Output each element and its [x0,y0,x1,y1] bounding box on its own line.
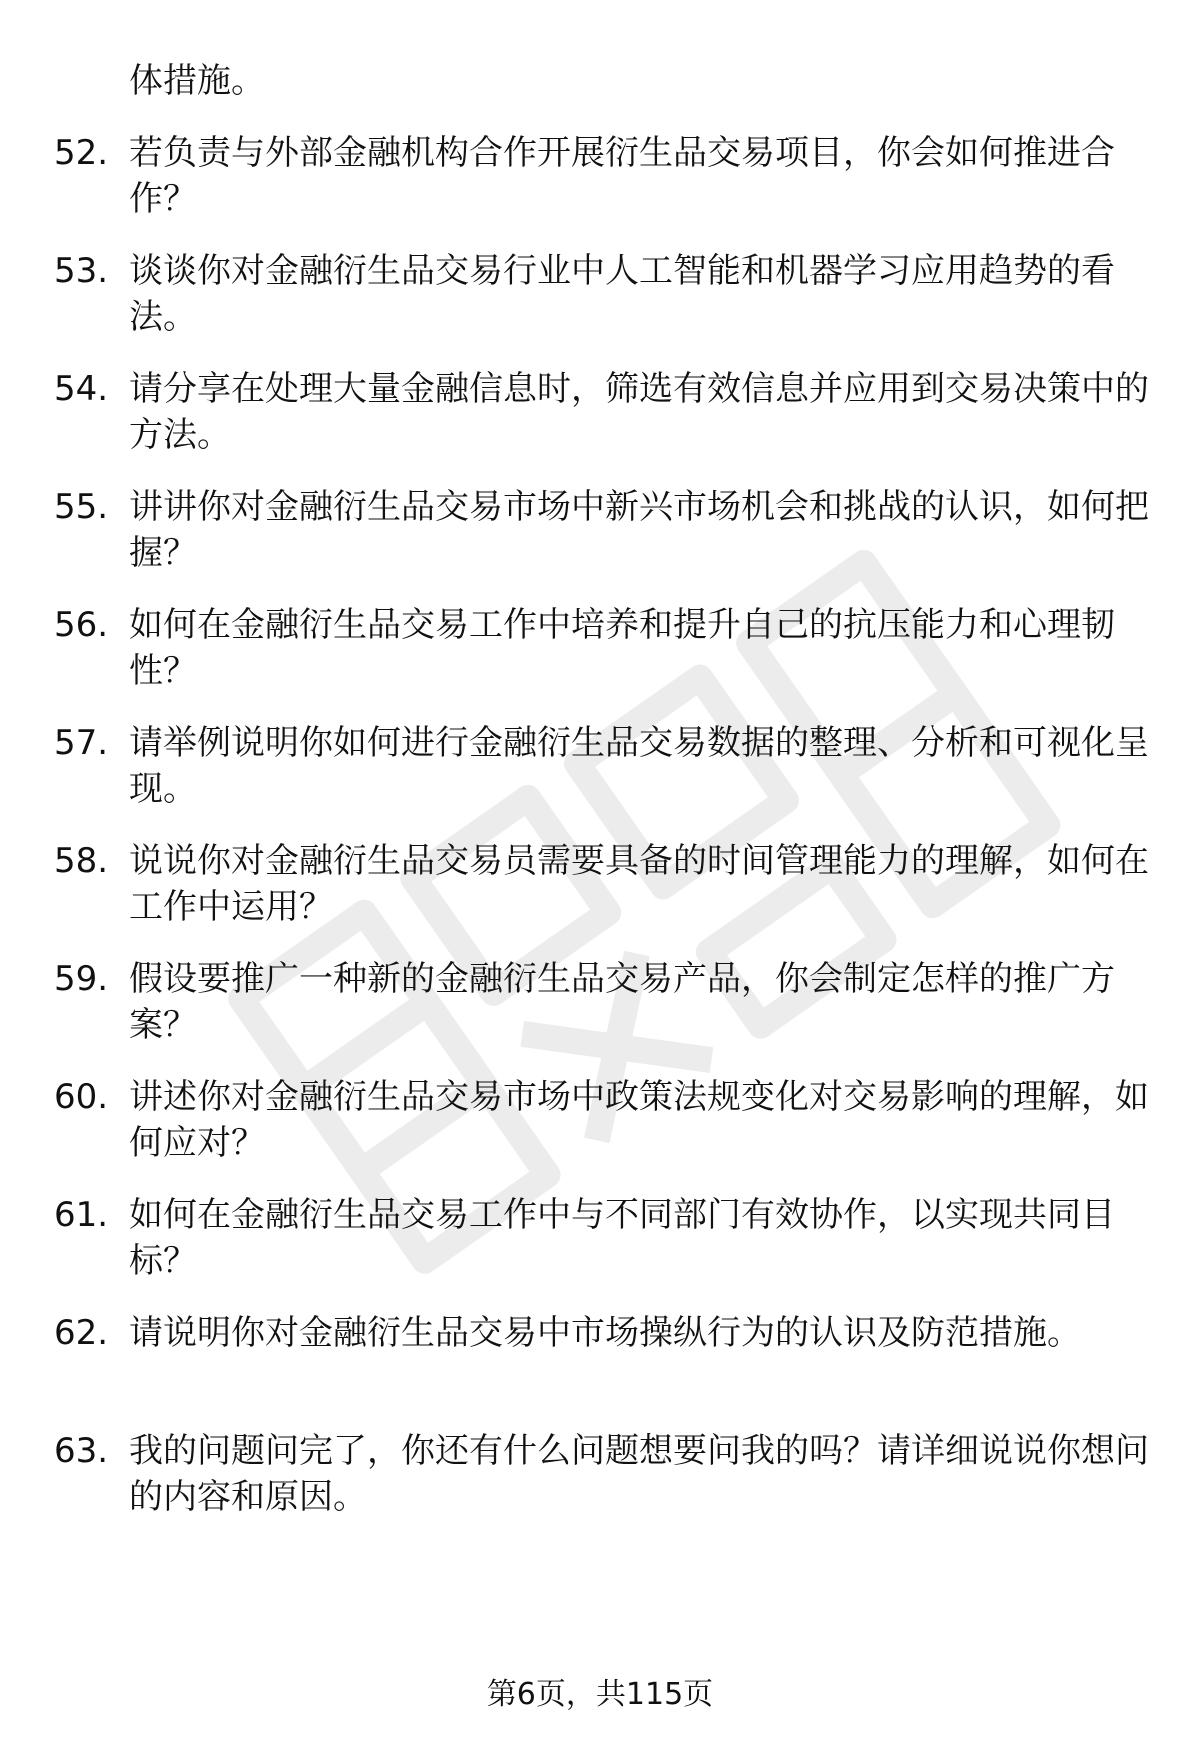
question-item [0,484,1200,584]
question-text: 说说你对金融衍生品交易员需要具备的时间管理能力的理解，如何在工作中运用？ [129,841,1149,927]
question-number: 54. [54,369,109,409]
question-number: 61. [54,1195,109,1235]
page-footer: 第6页，共115页 [486,1677,714,1712]
question-text: 我的问题问完了，你还有什么问题想要问我的吗？请详细说说你想问的内容和原因。 [129,1431,1149,1517]
question-text: 谈谈你对金融衍生品交易行业中人工智能和机器学习应用趋势的看法。 [129,251,1115,337]
question-text: 请分享在处理大量金融信息时，筛选有效信息并应用到交易决策中的方法。 [129,369,1149,455]
question-text: 如何在金融衍生品交易工作中培养和提升自己的抗压能力和心理韧性？ [129,605,1115,691]
question-item [0,1192,1200,1292]
question-item [0,248,1200,348]
question-number: 58. [54,841,109,881]
question-item [0,602,1200,702]
question-text: 若负责与外部金融机构合作开展衍生品交易项目，你会如何推进合作？ [129,133,1115,219]
question-text: 讲述你对金融衍生品交易市场中政策法规变化对交易影响的理解，如何应对？ [129,1077,1149,1163]
question-number: 55. [54,487,109,527]
question-number: 56. [54,605,109,645]
continued-text: 体措施。 [129,61,265,101]
question-text: 讲讲你对金融衍生品交易市场中新兴市场机会和挑战的认识，如何把握？ [129,487,1149,573]
question-text: 如何在金融衍生品交易工作中与不同部门有效协作，以实现共同目标？ [129,1195,1115,1281]
question-text: 假设要推广一种新的金融衍生品交易产品，你会制定怎样的推广方案？ [129,959,1115,1045]
question-number: 62. [54,1313,109,1353]
question-number: 63. [54,1431,109,1471]
question-item [0,838,1200,938]
question-text: 请说明你对金融衍生品交易中市场操纵行为的认识及防范措施。 [129,1313,1081,1353]
question-item [0,366,1200,466]
question-text: 请举例说明你如何进行金融衍生品交易数据的整理、分析和可视化呈现。 [129,723,1149,809]
question-item [0,130,1200,230]
question-item [0,1428,1200,1528]
question-item [0,1310,1200,1410]
question-item [0,720,1200,820]
question-number: 57. [54,723,109,763]
question-number: 52. [54,133,109,173]
question-number: 59. [54,959,109,999]
question-item [0,1074,1200,1174]
question-number: 60. [54,1077,109,1117]
question-number: 53. [54,251,109,291]
question-item [0,956,1200,1056]
